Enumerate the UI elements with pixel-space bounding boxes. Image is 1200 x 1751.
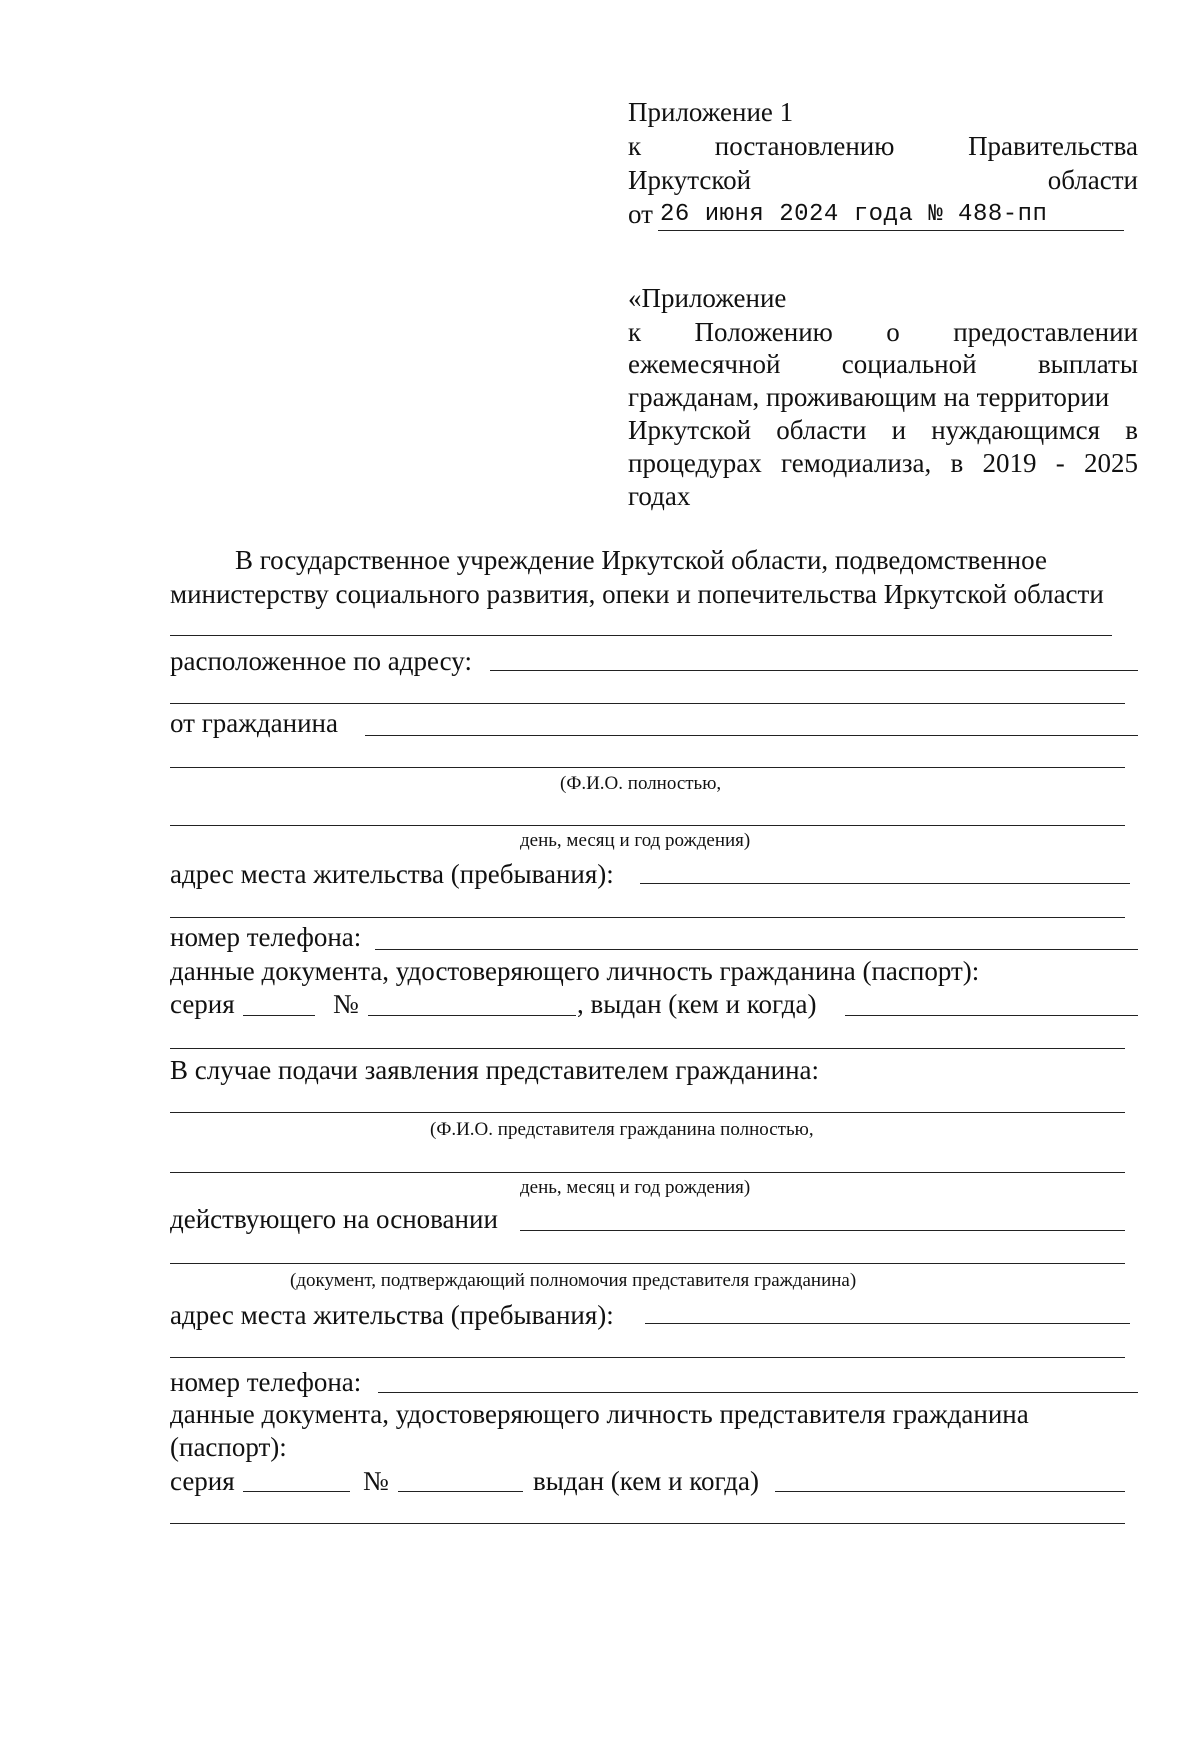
appendix-title: Приложение 1: [628, 97, 794, 127]
applicant-number-field[interactable]: [368, 1015, 576, 1016]
applicant-birth-field[interactable]: [170, 825, 1125, 826]
regulation-line-3: гражданам, проживающим на территории: [628, 382, 1110, 412]
applicant-series-label: серия: [170, 989, 235, 1019]
representative-basis-label: действующего на основании: [170, 1204, 498, 1234]
applicant-issued-label: , выдан (кем и когда): [577, 989, 817, 1019]
representative-phone-label: номер телефона:: [170, 1367, 362, 1397]
representative-intro: В случае подачи заявления представителем гражданина:: [170, 1055, 820, 1085]
regulation-title: «Приложение: [628, 283, 787, 313]
representative-series-label: серия: [170, 1466, 235, 1496]
representative-address-label: адрес места жительства (пребывания):: [170, 1300, 614, 1330]
representative-address-field[interactable]: [645, 1323, 1130, 1324]
representative-doc-label: данные документа, удостоверяющего личность представителя гражданина: [170, 1399, 1029, 1429]
representative-series-field[interactable]: [243, 1491, 350, 1492]
decree-line-2: Иркутской области: [628, 165, 1138, 195]
representative-issued-field[interactable]: [775, 1491, 1125, 1492]
institution-address-field[interactable]: [490, 670, 1138, 671]
applicant-series-field[interactable]: [243, 1015, 315, 1016]
institution-address-cont-field[interactable]: [170, 703, 1125, 704]
representative-fio-caption: (Ф.И.О. представителя гражданина полностью,: [430, 1119, 814, 1140]
decree-date-prefix: от: [628, 199, 653, 229]
applicant-address-cont-field[interactable]: [170, 917, 1125, 918]
applicant-birth-caption: день, месяц и год рождения): [520, 830, 751, 851]
regulation-line-2: ежемесячной социальной выплаты: [628, 349, 1138, 379]
decree-date-underline: [658, 230, 1124, 231]
representative-issued-label: выдан (кем и когда): [533, 1466, 759, 1496]
representative-doc-label-cont: (паспорт):: [170, 1432, 287, 1462]
regulation-line-6: годах: [628, 481, 691, 511]
applicant-phone-label: номер телефона:: [170, 922, 362, 952]
representative-address-cont-field[interactable]: [170, 1357, 1125, 1358]
applicant-name-cont-field[interactable]: [170, 767, 1125, 768]
addressee-line-2: министерству социального развития, опеки и попечительства Иркутской области: [170, 579, 1104, 609]
representative-issued-cont-field[interactable]: [170, 1523, 1125, 1524]
representative-basis-field[interactable]: [520, 1230, 1125, 1231]
institution-name-field[interactable]: [170, 635, 1112, 636]
representative-basis-cont-field[interactable]: [170, 1263, 1125, 1264]
applicant-fio-caption: (Ф.И.О. полностью,: [560, 773, 722, 794]
applicant-phone-field[interactable]: [375, 949, 1138, 950]
located-label: расположенное по адресу:: [170, 646, 472, 676]
regulation-line-1: к Положению о предоставлении: [628, 317, 1138, 347]
representative-birth-caption: день, месяц и год рождения): [520, 1177, 751, 1198]
addressee-line-1: В государственное учреждение Иркутской области, подведомственное: [235, 545, 1047, 575]
representative-number-field[interactable]: [398, 1491, 523, 1492]
decree-date-value: 26 июня 2024 года № 488-пп: [660, 201, 1048, 228]
regulation-line-4: Иркутской области и нуждающимся в: [628, 415, 1138, 445]
representative-number-label: №: [363, 1466, 389, 1496]
applicant-name-field[interactable]: [365, 735, 1138, 736]
applicant-doc-label: данные документа, удостоверяющего личность гражданина (паспорт):: [170, 956, 980, 986]
representative-name-field[interactable]: [170, 1112, 1125, 1113]
representative-birth-field[interactable]: [170, 1172, 1125, 1173]
applicant-number-label: №: [333, 989, 359, 1019]
representative-basis-caption: (документ, подтверждающий полномочия представителя гражданина): [290, 1270, 857, 1291]
regulation-line-5: процедурах гемодиализа, в 2019 - 2025: [628, 448, 1138, 478]
applicant-address-field[interactable]: [640, 883, 1130, 884]
applicant-issued-field[interactable]: [845, 1015, 1138, 1016]
decree-line-1: к постановлению Правительства: [628, 131, 1138, 161]
applicant-address-label: адрес места жительства (пребывания):: [170, 859, 614, 889]
applicant-issued-cont-field[interactable]: [170, 1048, 1125, 1049]
representative-phone-field[interactable]: [378, 1392, 1138, 1393]
from-citizen-label: от гражданина: [170, 708, 338, 738]
